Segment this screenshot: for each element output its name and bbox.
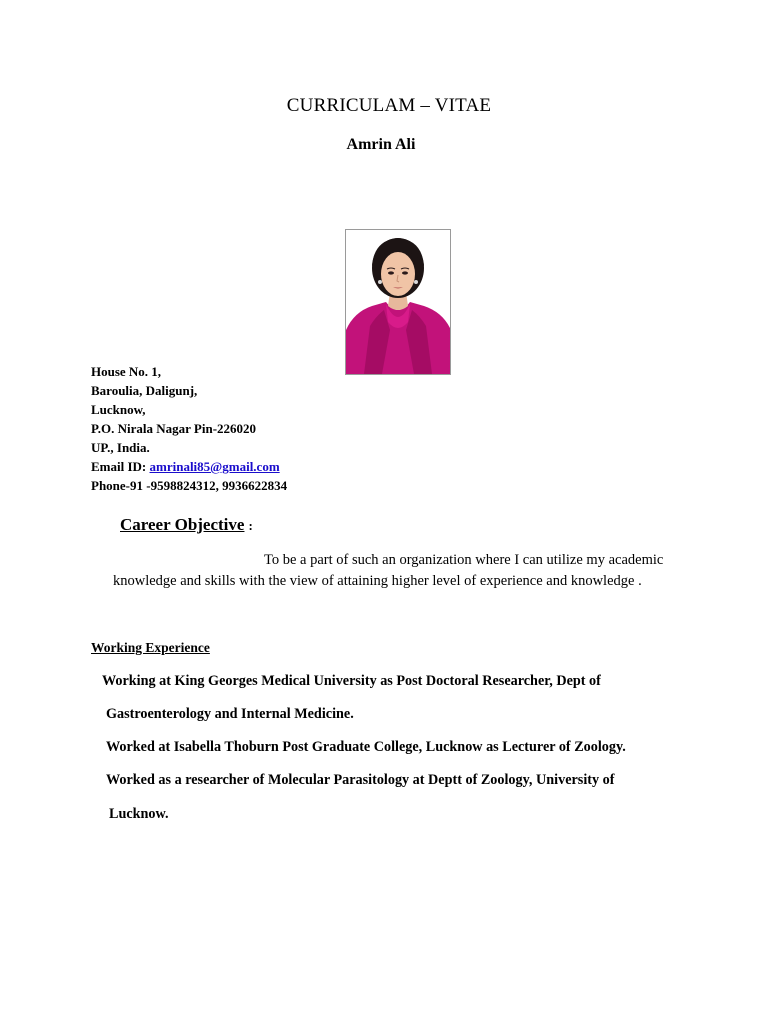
- experience-line: Working at King Georges Medical University as Post Doctoral Researcher, Dept of: [102, 673, 601, 689]
- experience-line: Worked at Isabella Thoburn Post Graduate College, Lucknow as Lecturer of Zoology.: [106, 739, 626, 755]
- career-objective-colon: :: [248, 518, 253, 533]
- candidate-name: Amrin Ali: [346, 136, 416, 153]
- working-experience-heading: Working Experience: [91, 640, 210, 655]
- profile-photo: [345, 229, 451, 375]
- career-objective-heading-text: Career Objective: [120, 515, 245, 534]
- email-label: Email ID:: [91, 459, 147, 474]
- experience-line: Worked as a researcher of Molecular Parasitology at Deptt of Zoology, University of: [106, 772, 615, 788]
- document-title: CURRICULAM – VITAE: [286, 95, 492, 116]
- career-objective-heading: [120, 515, 253, 535]
- address-line: P.O. Nirala Nagar Pin-226020: [91, 421, 257, 436]
- address-line: House No. 1,: [91, 364, 162, 379]
- phone-line: Phone-91 -9598824312, 9936622834: [91, 478, 288, 493]
- experience-line: Gastroenterology and Internal Medicine.: [106, 706, 354, 722]
- address-line: Baroulia, Daligunj,: [91, 383, 198, 398]
- experience-line: Lucknow.: [109, 806, 169, 822]
- career-objective-line: To be a part of such an organization where I can utilize my academic: [264, 552, 664, 568]
- career-objective-line: knowledge and skills with the view of attaining higher level of experience and knowledge .: [113, 573, 642, 589]
- email-row: [91, 457, 280, 476]
- address-line: Lucknow,: [91, 402, 146, 417]
- email-link[interactable]: amrinali85@gmail.com: [149, 459, 280, 474]
- address-line: UP., India.: [91, 440, 150, 455]
